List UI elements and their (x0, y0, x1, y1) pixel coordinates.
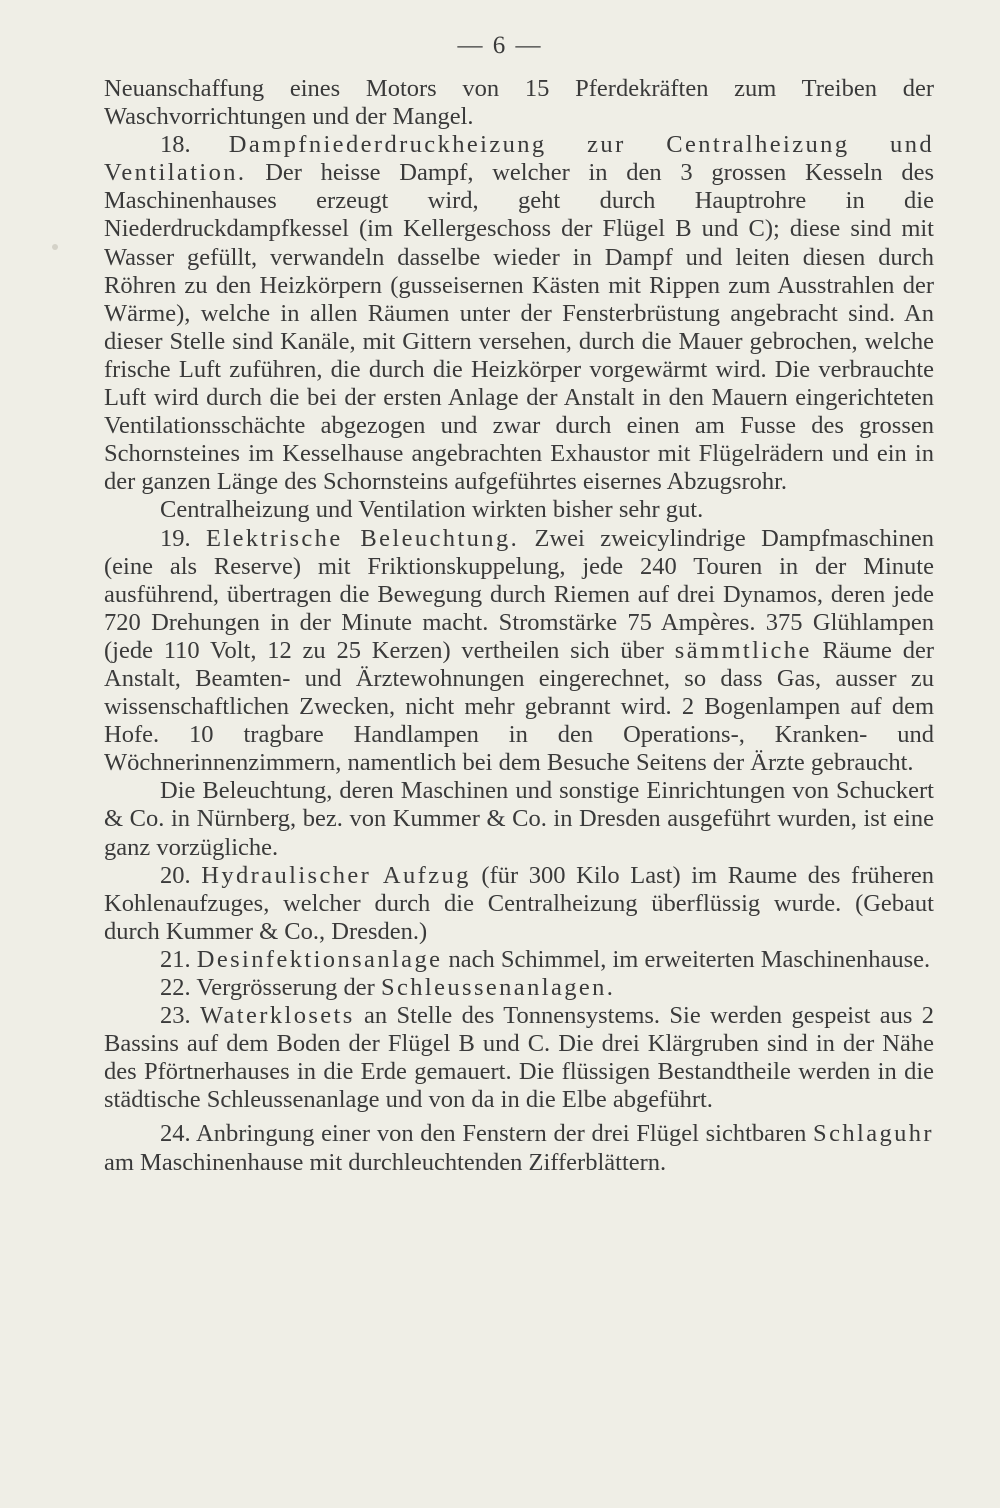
paragraph-23 (104, 1002, 934, 1114)
paragraph-text: Vergrösserung der (196, 974, 375, 1001)
item-heading: Schlaguhr (813, 1120, 934, 1148)
item-heading: Dampfniederdruckheizung zur Centralheizung und Ventilation. (104, 131, 934, 187)
item-number: 22. (160, 974, 191, 1001)
paragraph-22 (104, 974, 934, 1002)
paragraph-18b (104, 496, 934, 524)
paragraph-text: Centralheizung und Ventilation wirkten bisher sehr gut. (160, 496, 704, 524)
paragraph-text: nach Schimmel, im erweiterten Maschinenhause. (448, 945, 931, 973)
paragraph-text: an Stelle des Tonnensystems. Sie werden gespeist aus 2 Bassins auf dem Boden der Flügel B und C. Die drei Klärgruben sind in der Nähe des Pförtnerhauses in die Erde gemauert. Die flüssigen Bestandtheile werden in die städtische Schleussenanlage und von da in die Elbe abgeführt. (104, 1002, 934, 1114)
paragraph-continuation (104, 75, 934, 131)
paragraph-text: Anbringung einer von den Fenstern der drei Flügel sichtbaren (196, 1120, 807, 1148)
paragraph-19 (104, 525, 934, 778)
paragraph-24 (104, 1120, 934, 1176)
item-heading: Schleussenanlagen. (380, 974, 616, 1001)
item-number: 24. (160, 1120, 191, 1148)
item-number: 23. (160, 1002, 191, 1030)
paragraph-19b (104, 777, 934, 861)
paragraph-21 (104, 946, 934, 974)
spaced-word: sämmtliche (674, 636, 812, 664)
item-heading: Elektrische Beleuchtung. (206, 524, 520, 552)
paragraph-20 (104, 862, 934, 946)
paragraph-text: (für 300 Kilo Last) im Raume des früheren Kohlenaufzuges, welcher durch die Centralheizung überflüssig wurde. (Gebaut durch Kummer & Co., Dresden.) (104, 861, 935, 945)
paragraph-text: Zwei zweicylindrige Dampfmaschinen (eine als Reserve) mit Friktionskuppelung, jede 240 Touren in der Minute ausführend, übertragen die Bewegung durch Riemen auf drei Dynamos, deren jede 720 Drehungen in der Minute macht. Stromstärke 75 Ampères. 375 Glühlampen (jede 110 Volt, 12 zu 25 Kerzen) vertheilen sich über (104, 524, 934, 664)
page-number: — 6 — (457, 32, 543, 59)
item-heading: Desinfektionsanlage (196, 945, 443, 973)
body-text (104, 75, 934, 1177)
item-heading: Waterklosets (199, 1002, 355, 1030)
item-heading: Hydraulischer Aufzug (201, 861, 471, 889)
paragraph-18 (104, 131, 934, 496)
paragraph-text: Der heisse Dampf, welcher in den 3 grossen Kesseln des Maschinenhauses erzeugt wird, geht durch Hauptrohre in die Niederdruckdampfkessel (im Kellergeschoss der Flügel B und C); diese sind mit Wasser gefüllt, verwandeln dasselbe wieder in Dampf und leiten diesen durch Röhren zu den Heizkörpern (gusseisernen Kästen mit Rippen zum Ausstrahlen der Wärme), welche in allen Räumen unter der Fensterbrüstung angebracht sind. An dieser Stelle sind Kanäle, mit Gittern versehen, durch die Mauer gebrochen, welche frische Luft zuführen, die durch die Heizkörper vorgewärmt wird. Die verbrauchte Luft wird durch die bei der ersten Anlage der Anstalt in den Mauern eingerichteten Ventilationsschächte abgezogen und zwar durch einen am Fusse des grossen Schornsteines im Kesselhause angebrachten Exhaustor mit Flügelrädern und ein in der ganzen Länge des Schornsteins aufgeführtes eisernes Abzugsrohr. (104, 159, 934, 496)
paragraph-text: Räume der Anstalt, Beamten- und Ärztewohnungen eingerechnet, so dass Gas, ausser zu wissenschaftlichen Zwecken, nicht mehr gebrannt wird. 2 Bogenlampen auf dem Hofe. 10 tragbare Handlampen in den Operations-, Kranken- und Wöchnerinnenzimmern, namentlich bei dem Besuche Seitens der Ärzte gebraucht. (104, 636, 935, 777)
item-number: 19. (160, 524, 191, 552)
item-number: 18. (160, 131, 191, 159)
paper-speck (52, 244, 58, 250)
paragraph-text: Neuanschaffung eines Motors von 15 Pferdekräften zum Treiben der Waschvorrichtungen und der Mangel. (104, 75, 934, 131)
item-number: 21. (160, 945, 191, 973)
paragraph-text: am Maschinenhause mit durchleuchtenden Zifferblättern. (104, 1148, 667, 1176)
item-number: 20. (160, 861, 191, 889)
paragraph-text: Die Beleuchtung, deren Maschinen und sonstige Einrichtungen von Schuckert & Co. in Nürnberg, bez. von Kummer & Co. in Dresden ausgeführt wurden, ist eine ganz vorzügliche. (104, 777, 934, 861)
